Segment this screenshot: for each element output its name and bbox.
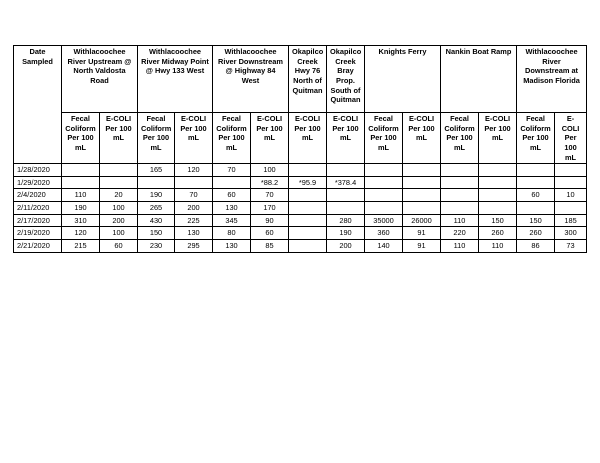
value-cell [441, 176, 479, 189]
ecoli-header: E-COLI Per 100 mL [555, 113, 587, 164]
value-cell: 300 [555, 227, 587, 240]
site-header-okapilco-hwy76: Okapilco Creek Hwy 76 North of Quitman [289, 46, 327, 113]
value-cell: 200 [175, 202, 213, 215]
fecal-coliform-header: Fecal Coliform Per 100 mL [213, 113, 251, 164]
value-cell: *95.9 [289, 176, 327, 189]
value-cell [289, 189, 327, 202]
value-cell [517, 176, 555, 189]
value-cell: 60 [100, 239, 138, 252]
site-header-knights-ferry: Knights Ferry [365, 46, 441, 113]
value-cell [289, 164, 327, 177]
fecal-coliform-header: Fecal Coliform Per 100 mL [138, 113, 175, 164]
value-cell [289, 239, 327, 252]
value-cell [479, 189, 517, 202]
value-cell: 100 [100, 202, 138, 215]
value-cell: 60 [213, 189, 251, 202]
value-cell: 165 [138, 164, 175, 177]
value-cell [403, 176, 441, 189]
value-cell [517, 202, 555, 215]
value-cell: 60 [251, 227, 289, 240]
value-cell [100, 176, 138, 189]
date-cell: 2/21/2020 [14, 239, 62, 252]
value-cell: *378.4 [327, 176, 365, 189]
value-cell: 130 [175, 227, 213, 240]
value-cell: 295 [175, 239, 213, 252]
table-row [14, 239, 587, 252]
table-row [14, 176, 587, 189]
value-cell: 85 [251, 239, 289, 252]
value-cell: 90 [251, 214, 289, 227]
value-cell [403, 164, 441, 177]
date-cell: 2/17/2020 [14, 214, 62, 227]
value-cell: 140 [365, 239, 403, 252]
fecal-coliform-header: Fecal Coliform Per 100 mL [517, 113, 555, 164]
value-cell: 150 [479, 214, 517, 227]
value-cell [213, 176, 251, 189]
ecoli-header: E-COLI Per 100 mL [479, 113, 517, 164]
value-cell: 80 [213, 227, 251, 240]
site-header-withlacoochee-downstream-hwy84: Withlacoochee River Downstream @ Highway 84 West [213, 46, 289, 113]
ecoli-header: E-COLI Per 100 mL [403, 113, 441, 164]
value-cell: *88.2 [251, 176, 289, 189]
value-cell: 220 [441, 227, 479, 240]
ecoli-header: E-COLI Per 100 mL [289, 113, 327, 164]
date-cell: 2/19/2020 [14, 227, 62, 240]
value-cell: 110 [441, 239, 479, 252]
value-cell: 110 [441, 214, 479, 227]
value-cell: 70 [213, 164, 251, 177]
site-header-nankin-boat-ramp: Nankin Boat Ramp [441, 46, 517, 113]
fecal-coliform-header: Fecal Coliform Per 100 mL [441, 113, 479, 164]
value-cell [441, 189, 479, 202]
value-cell: 60 [517, 189, 555, 202]
value-cell: 130 [213, 239, 251, 252]
value-cell [555, 176, 587, 189]
value-cell [517, 164, 555, 177]
value-cell [403, 202, 441, 215]
ecoli-header: E-COLI Per 100 mL [100, 113, 138, 164]
date-cell: 2/11/2020 [14, 202, 62, 215]
value-cell: 310 [62, 214, 100, 227]
site-header-row [14, 46, 587, 113]
value-cell: 120 [175, 164, 213, 177]
table-header [14, 46, 587, 164]
value-cell [441, 164, 479, 177]
value-cell [555, 202, 587, 215]
table-row [14, 227, 587, 240]
value-cell: 200 [327, 239, 365, 252]
value-cell [138, 176, 175, 189]
value-cell: 26000 [403, 214, 441, 227]
value-cell: 10 [555, 189, 587, 202]
value-cell: 130 [213, 202, 251, 215]
value-cell [327, 189, 365, 202]
value-cell: 91 [403, 239, 441, 252]
value-cell: 86 [517, 239, 555, 252]
value-cell [289, 227, 327, 240]
value-cell [555, 164, 587, 177]
value-cell: 230 [138, 239, 175, 252]
unit-header-row [14, 113, 587, 164]
date-cell: 1/29/2020 [14, 176, 62, 189]
value-cell [365, 189, 403, 202]
value-cell [62, 176, 100, 189]
fecal-coliform-header: Fecal Coliform Per 100 mL [365, 113, 403, 164]
value-cell [479, 164, 517, 177]
value-cell: 73 [555, 239, 587, 252]
value-cell: 150 [138, 227, 175, 240]
table-body [14, 164, 587, 252]
value-cell: 190 [62, 202, 100, 215]
value-cell [327, 164, 365, 177]
value-cell [479, 202, 517, 215]
value-cell: 35000 [365, 214, 403, 227]
value-cell: 215 [62, 239, 100, 252]
value-cell: 120 [62, 227, 100, 240]
value-cell: 200 [100, 214, 138, 227]
value-cell [175, 176, 213, 189]
value-cell: 91 [403, 227, 441, 240]
site-header-withlacoochee-midway: Withlacoochee River Midway Point @ Hwy 133 West [138, 46, 213, 113]
value-cell: 100 [251, 164, 289, 177]
value-cell [365, 176, 403, 189]
value-cell: 70 [175, 189, 213, 202]
value-cell [403, 189, 441, 202]
value-cell [479, 176, 517, 189]
value-cell [289, 202, 327, 215]
value-cell: 170 [251, 202, 289, 215]
value-cell [441, 202, 479, 215]
value-cell: 345 [213, 214, 251, 227]
value-cell [365, 202, 403, 215]
value-cell: 265 [138, 202, 175, 215]
value-cell: 280 [327, 214, 365, 227]
value-cell: 360 [365, 227, 403, 240]
value-cell: 190 [138, 189, 175, 202]
value-cell: 430 [138, 214, 175, 227]
value-cell: 260 [479, 227, 517, 240]
ecoli-header: E-COLI Per 100 mL [327, 113, 365, 164]
value-cell: 110 [62, 189, 100, 202]
value-cell: 150 [517, 214, 555, 227]
table-row [14, 202, 587, 215]
site-header-withlacoochee-madison: Withlacoochee River Downstream at Madison Florida [517, 46, 587, 113]
table-row [14, 164, 587, 177]
value-cell: 70 [251, 189, 289, 202]
value-cell: 185 [555, 214, 587, 227]
bacteria-sampling-table [13, 45, 587, 253]
date-cell: 1/28/2020 [14, 164, 62, 177]
value-cell: 110 [479, 239, 517, 252]
value-cell [327, 202, 365, 215]
table-row [14, 214, 587, 227]
value-cell: 20 [100, 189, 138, 202]
value-cell: 190 [327, 227, 365, 240]
table-row [14, 189, 587, 202]
value-cell [62, 164, 100, 177]
value-cell: 225 [175, 214, 213, 227]
date-sampled-header: Date Sampled [14, 46, 62, 164]
ecoli-header: E-COLI Per 100 mL [175, 113, 213, 164]
value-cell: 260 [517, 227, 555, 240]
fecal-coliform-header: Fecal Coliform Per 100 mL [62, 113, 100, 164]
value-cell [100, 164, 138, 177]
value-cell [365, 164, 403, 177]
value-cell [289, 214, 327, 227]
site-header-okapilco-bray: Okapilco Creek Bray Prop. South of Quitman [327, 46, 365, 113]
value-cell: 100 [100, 227, 138, 240]
date-cell: 2/4/2020 [14, 189, 62, 202]
site-header-withlacoochee-upstream: Withlacoochee River Upstream @ North Valdosta Road [62, 46, 138, 113]
ecoli-header: E-COLI Per 100 mL [251, 113, 289, 164]
